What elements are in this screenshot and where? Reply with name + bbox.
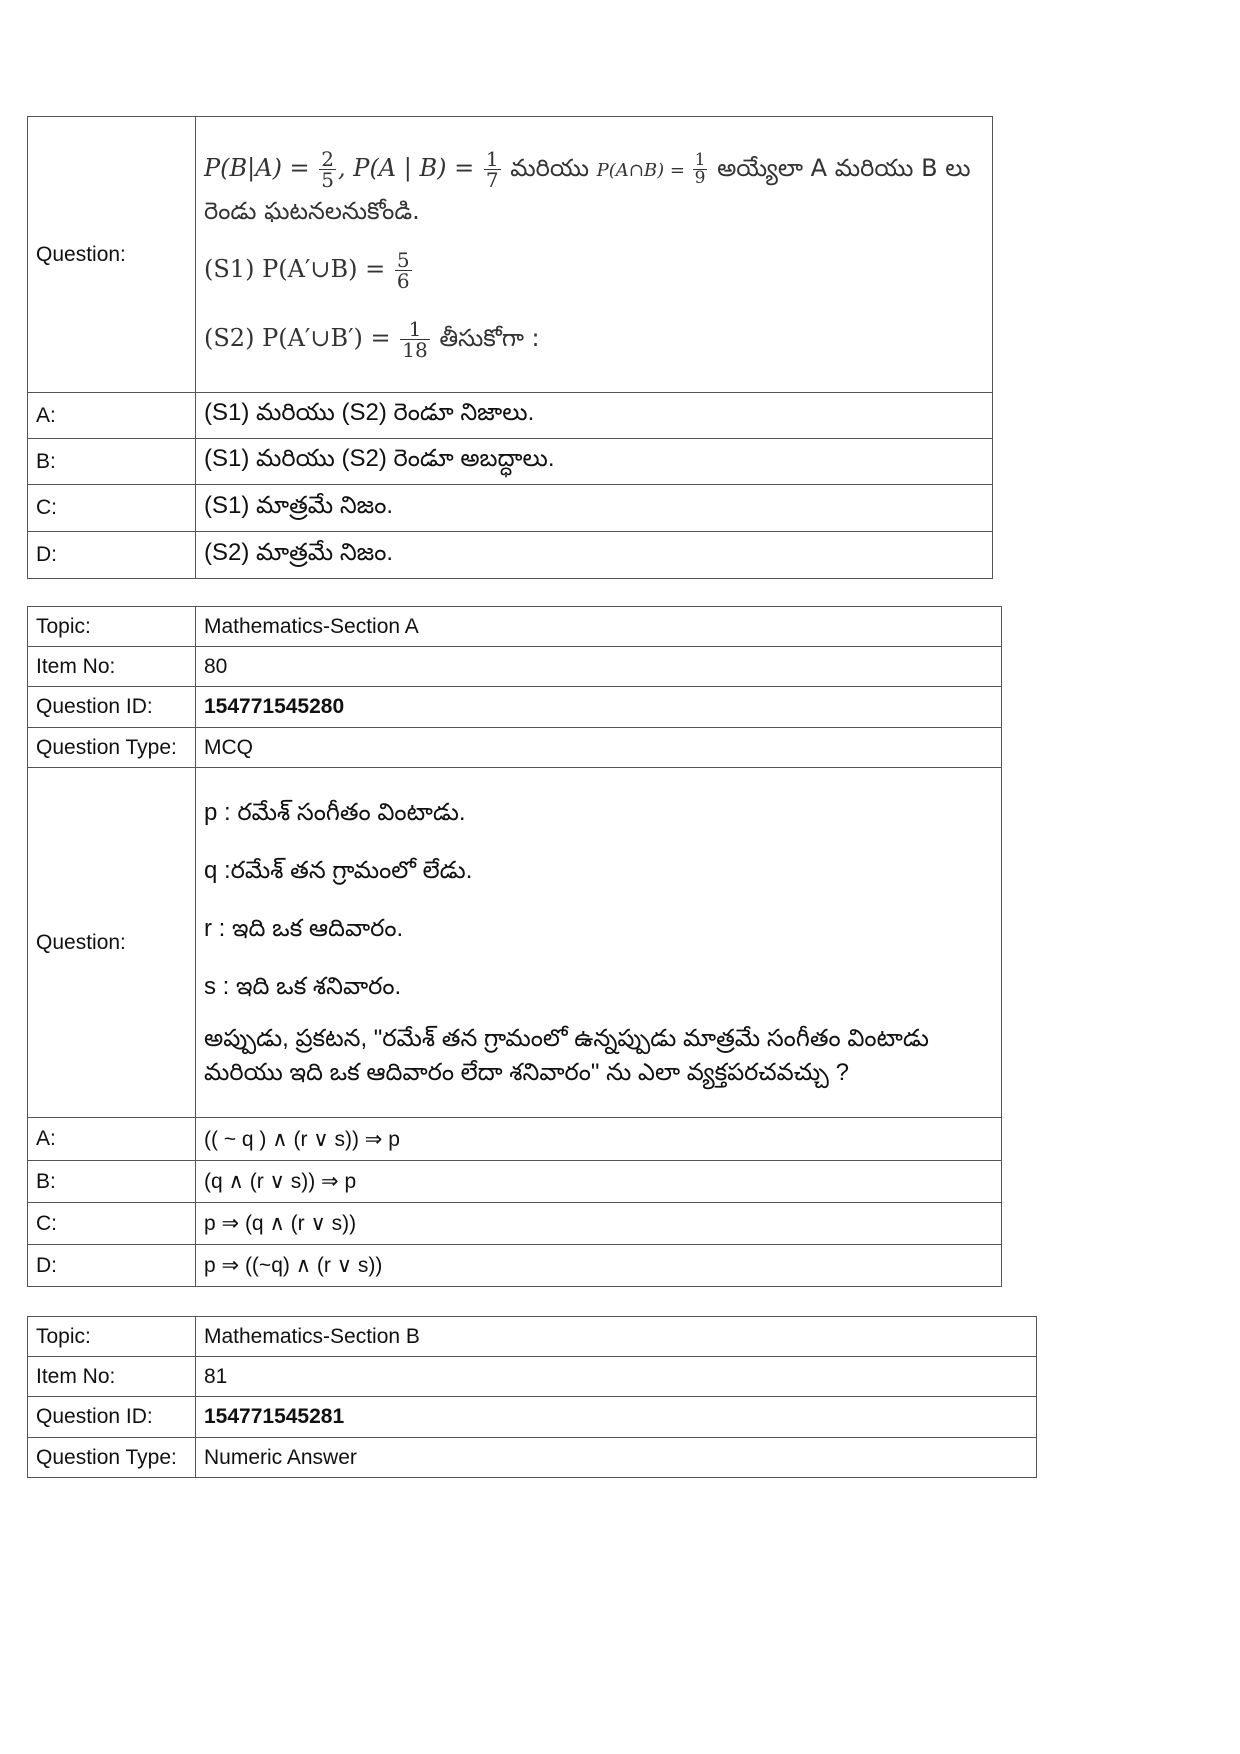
- statement-s2: [204, 319, 984, 360]
- question-statement: అప్పుడు, ప్రకటన, "రమేశ్ తన గ్రామంలో ఉన్నప్పుడు మాత్రమే సంగీతం వింటాడు మరియు ఇది ఒక ఆదివారం లేదా శనివారం" ను ఎలా వ్యక్తపరచవచ్చు ?: [204, 1024, 929, 1086]
- text-segment: తీసుకోగా :: [431, 324, 540, 352]
- option-label-b: B:: [28, 439, 196, 485]
- question-type-label: Question Type:: [28, 728, 196, 768]
- question-id-label: Question ID:: [28, 687, 196, 728]
- question-id-value: 154771545281: [196, 1397, 1037, 1438]
- question-table-81: [27, 1316, 1037, 1478]
- question-id-label: Question ID:: [28, 1397, 196, 1438]
- topic-value: Mathematics-Section B: [196, 1317, 1037, 1357]
- question-statement-line-1: [204, 149, 984, 190]
- proposition-q: q :రమేశ్ తన గ్రామంలో లేడు.: [204, 856, 473, 884]
- option-label-b: B:: [28, 1161, 196, 1203]
- item-no-label: Item No:: [28, 1357, 196, 1397]
- topic-label: Topic:: [28, 1317, 196, 1357]
- option-a-text: (( ~ q ) ∧ (r ∨ s)) ⇒ p: [196, 1118, 1002, 1161]
- question-label: Question:: [28, 768, 196, 1118]
- option-b-text: (q ∧ (r ∨ s)) ⇒ p: [196, 1161, 1002, 1203]
- prob-b-given-a: P(B|A) =: [204, 154, 318, 182]
- question-table-80: [27, 606, 1002, 1287]
- topic-label: Topic:: [28, 607, 196, 647]
- option-label-d: D:: [28, 1245, 196, 1287]
- fraction: $\frac{2}{5}$: [321, 147, 335, 192]
- option-b-text: (S1) మరియు (S2) రెండూ అబద్ధాలు.: [196, 439, 993, 485]
- fraction: $\frac{5}{6}$: [396, 248, 410, 293]
- fraction: $\frac{1}{7}$: [485, 147, 499, 192]
- option-d-text: p ⇒ ((~q) ∧ (r ∨ s)): [196, 1245, 1002, 1287]
- item-no-value: 80: [196, 647, 1002, 687]
- option-label-a: A:: [28, 393, 196, 439]
- item-no-label: Item No:: [28, 647, 196, 687]
- question-type-value: MCQ: [196, 728, 1002, 768]
- option-c-text: p ⇒ (q ∧ (r ∨ s)): [196, 1203, 1002, 1245]
- fraction: $\frac{1}{18}$: [402, 317, 428, 362]
- topic-value: Mathematics-Section A: [196, 607, 1002, 647]
- question-label: Question:: [28, 117, 196, 393]
- option-label-d: D:: [28, 532, 196, 579]
- fraction: $\frac{1}{9}$: [694, 150, 706, 188]
- question-id-value: 154771545280: [196, 687, 1002, 728]
- text-segment: అయ్యేలా A మరియు B లు: [709, 154, 971, 182]
- proposition-r: r : ఇది ఒక ఆదివారం.: [204, 914, 404, 942]
- text-segment: మరియు: [502, 154, 597, 182]
- proposition-p: p : రమేశ్ సంగీతం వింటాడు.: [204, 798, 466, 826]
- option-c-text: (S1) మాత్రమే నిజం.: [196, 485, 993, 532]
- prob-a-and-b: P(A∩B) =: [596, 160, 691, 181]
- option-d-text: (S2) మాత్రమే నిజం.: [196, 532, 993, 579]
- option-label-c: C:: [28, 1203, 196, 1245]
- s1-expression: (S1) P(A′∪B) =: [204, 255, 393, 283]
- option-label-a: A:: [28, 1118, 196, 1161]
- prob-a-given-b: , P(A | B) =: [338, 154, 482, 182]
- option-a-text: (S1) మరియు (S2) రెండూ నిజాలు.: [196, 393, 993, 439]
- statement-s1: [204, 250, 984, 291]
- question-body: [196, 117, 993, 393]
- item-no-value: 81: [196, 1357, 1037, 1397]
- s2-expression: (S2) P(A′∪B′) =: [204, 324, 399, 352]
- question-statement-line-2: రెండు ఘటనలనుకోండి.: [204, 197, 420, 225]
- question-body: [196, 768, 1002, 1118]
- question-type-label: Question Type:: [28, 1438, 196, 1478]
- question-type-value: Numeric Answer: [196, 1438, 1037, 1478]
- option-label-c: C:: [28, 485, 196, 532]
- proposition-s: s : ఇది ఒక శనివారం.: [204, 972, 402, 1000]
- question-table-1: [27, 116, 993, 579]
